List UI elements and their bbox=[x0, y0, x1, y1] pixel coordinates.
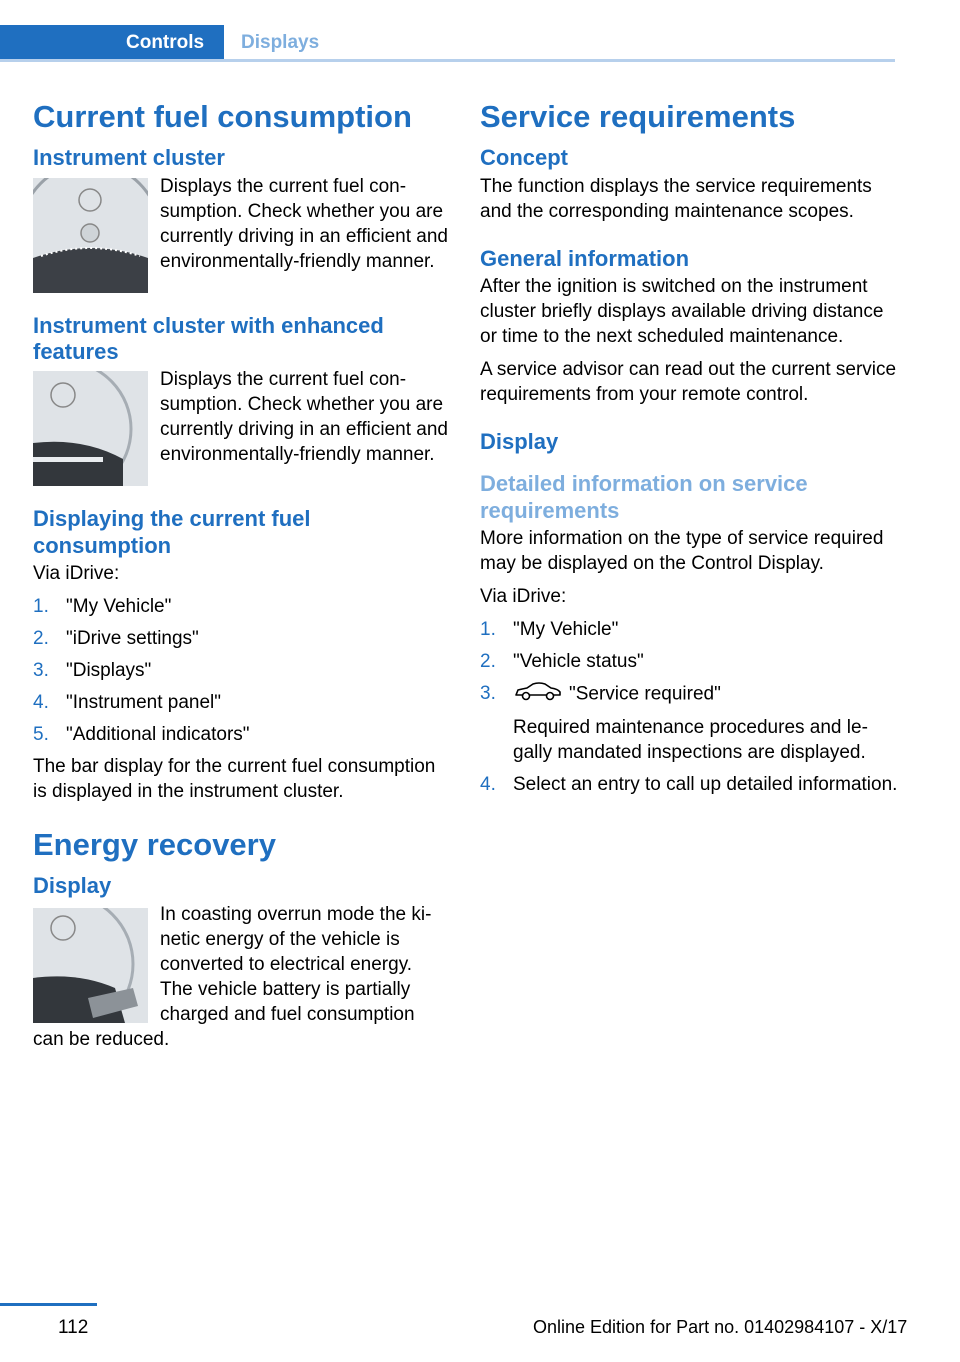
via-idrive-label-right: Via iDrive: bbox=[480, 586, 567, 608]
left-column bbox=[33, 98, 448, 1060]
list-item: 2. "iDrive settings" bbox=[33, 628, 199, 650]
section-tabs bbox=[0, 25, 895, 63]
tab-underline bbox=[0, 59, 895, 62]
section-title-service: Service requirements bbox=[480, 99, 796, 134]
text-energy-recovery: In coasting overrun mode the kinetic energy of the vehicle is converted to electrical energy. The vehicle battery is partially charged and fuel consumption can be reduced. bbox=[33, 903, 432, 1050]
list-item: 3. "Displays" bbox=[33, 660, 152, 682]
text-general-1: After the ignition is switched on the instrument cluster briefly displays available driving distance or time to the next scheduled maintenance. bbox=[480, 275, 884, 347]
tab-displays[interactable]: Displays bbox=[241, 32, 320, 53]
section-title-energy: Energy recovery bbox=[33, 827, 276, 863]
heading-displaying-fuel: Displaying the current fuel consumption bbox=[33, 506, 311, 558]
list-item: 5. "Additional indicators" bbox=[33, 724, 250, 746]
text-detailed: More information on the type of service required may be displayed on the Control Display. bbox=[480, 528, 884, 575]
list-item: 1. "My Vehicle" bbox=[33, 596, 172, 618]
via-idrive-label: Via iDrive: bbox=[33, 563, 120, 585]
heading-display-energy: Display bbox=[33, 873, 112, 899]
text-enhanced-features: Displays the current fuel consumption. Check whether you are currently driving in an efficient and environmentally-friendly manner. bbox=[160, 369, 448, 466]
service-steps-list bbox=[480, 617, 898, 797]
bar-display-text: The bar display for the current fuel consumption is displayed in the instrument cluster. bbox=[33, 756, 436, 803]
energy-recovery-image bbox=[33, 908, 148, 1023]
text-concept: The function displays the service requirements and the corresponding maintenance scopes. bbox=[480, 175, 872, 222]
step-3-detail: Required maintenance procedures and legally mandated inspections are displayed. bbox=[513, 717, 868, 764]
heading-display: Display bbox=[480, 428, 559, 454]
list-item: 4. Select an entry to call up detailed information. bbox=[480, 774, 898, 796]
heading-general-info: General information bbox=[480, 245, 690, 271]
instrument-cluster-image bbox=[33, 178, 148, 293]
text-general-2: A service advisor can read out the current service requirements from your remote control. bbox=[480, 358, 897, 405]
fuel-steps-list bbox=[33, 594, 448, 747]
list-item: 4. "Instrument panel" bbox=[33, 692, 222, 714]
footer-rule bbox=[0, 1303, 97, 1306]
heading-instrument-cluster: Instrument cluster bbox=[33, 145, 225, 171]
list-item: 3. "Service required" Required maintenance procedures and legally mandated inspections are displayed. bbox=[480, 681, 898, 765]
section-title-fuel: Current fuel consumption bbox=[33, 99, 412, 134]
car-service-icon bbox=[513, 681, 563, 708]
heading-enhanced-features: Instrument cluster with enhanced features bbox=[33, 312, 384, 364]
text-instrument-cluster: Displays the current fuel consumption. Check whether you are currently driving in an efficient and environmentally-friendly manner. bbox=[160, 175, 448, 272]
page-number: 112 bbox=[58, 1317, 89, 1338]
tab-controls[interactable]: Controls bbox=[0, 25, 224, 61]
heading-concept: Concept bbox=[480, 145, 568, 171]
right-column bbox=[480, 98, 898, 804]
list-item: 2. "Vehicle status" bbox=[480, 651, 644, 673]
enhanced-cluster-image bbox=[33, 371, 148, 486]
edition-note: Online Edition for Part no. 01402984107 - X/17 bbox=[533, 1317, 908, 1337]
heading-detailed-info: Detailed information on service requirements bbox=[480, 471, 808, 523]
list-item: 1. "My Vehicle" bbox=[480, 619, 619, 641]
